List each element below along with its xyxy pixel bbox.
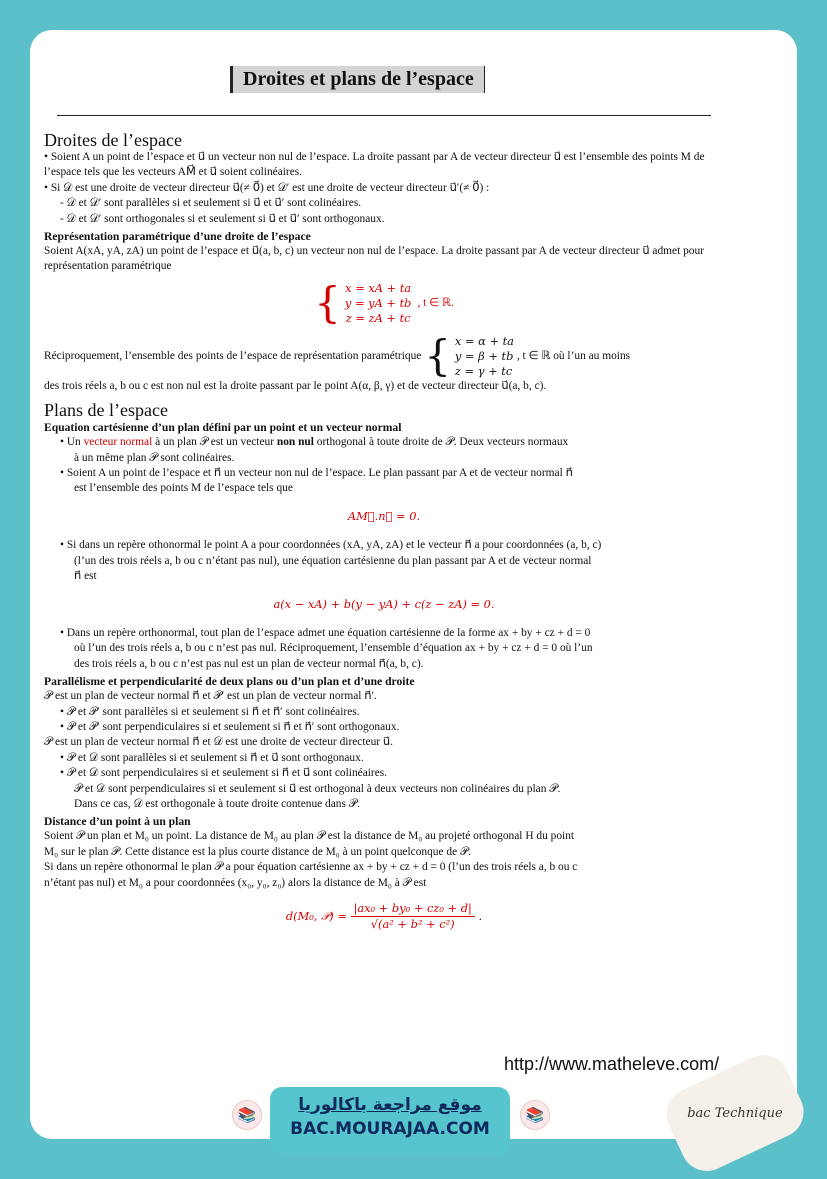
paragraph: 𝒫 est un plan de vecteur normal n⃗ et 𝒫′ est un plan de vecteur normal n⃗′. — [44, 690, 377, 703]
list-item-continuation: Dans ce cas, 𝒟 est orthogonale à toute droite contenue dans 𝒫. — [74, 797, 360, 810]
section-heading-droites: Droites de l’espace — [44, 130, 182, 150]
equation-line: z = zA + tc — [345, 310, 411, 325]
paragraph-text: Réciproquement, l’ensemble des points de l’espace de représentation paramétrique — [44, 349, 422, 362]
bold-term: non nul — [276, 436, 314, 449]
list-item-continuation: à un même plan 𝒫 sont colinéaires. — [74, 451, 235, 464]
brace-glyph: { — [424, 331, 451, 381]
list-item: • 𝒫 et 𝒟 sont parallèles si et seulement si n⃗ et u⃗ sont orthogonaux. — [60, 751, 364, 764]
list-item: • 𝒫 et 𝒫′ sont perpendiculaires si et seulement si n⃗ et n⃗′ sont orthogonaux. — [60, 720, 400, 733]
list-item: • 𝒫 et 𝒟 sont perpendiculaires si et seulement si n⃗ et u⃗ sont colinéaires. — [60, 767, 388, 780]
paragraph: Soient A(xA, yA, zA) un point de l’espace et u⃗(a, b, c) un vecteur non nul de l’espace. La droite passant par A de vecteur directeur u⃗ admet pour représentation paramétrique — [44, 245, 704, 273]
list-item: - 𝒟 et 𝒟′ sont orthogonales si et seulement si u⃗ et u⃗′ sont orthogonaux. — [60, 212, 385, 225]
paragraph: des trois réels a, b ou c est non nul est la droite passant par le point A(α, β, γ) et de vecteur directeur u⃗(a, b, c). — [44, 379, 547, 392]
book-logo-icon: 📚 — [520, 1100, 550, 1130]
text: à un plan 𝒫 est un vecteur — [152, 436, 277, 449]
section-heading-plans: Plans de l’espace — [44, 400, 168, 421]
list-item: - 𝒟 et 𝒟′ sont parallèles si et seulement si u⃗ et u⃗′ sont colinéaires. — [60, 197, 362, 210]
paragraph: Soient 𝒫 un plan et M₀ un point. La distance de M₀ au plan 𝒫 est la distance de M₀ au projeté orthogonal H du point — [44, 830, 575, 843]
list-item-continuation: (l’un des trois réels a, b ou c n’étant pas nul), une équation cartésienne du plan passant par A et de vecteur normal — [74, 554, 592, 567]
subsection-heading: Equation cartésienne d’un plan défini par un point et un vecteur normal — [44, 421, 402, 435]
list-item — [44, 435, 724, 450]
paragraph: Si dans un repère othonormal le plan 𝒫 a pour équation cartésienne ax + by + cz + d = 0 (l’un des trois réels a, b ou c — [44, 861, 578, 874]
subsection-heading: Distance d’un point à un plan — [44, 815, 191, 829]
source-url[interactable]: http://www.matheleve.com/ — [504, 1054, 720, 1074]
banner-arabic-text: موقع مراجعة باكالوريا — [298, 1095, 482, 1115]
equation-tail: , t ∈ ℝ. — [417, 296, 454, 309]
title-divider — [57, 115, 711, 116]
equation-line: y = β + tb — [454, 348, 514, 363]
equation-line: x = xA + ta — [345, 280, 412, 295]
list-item-continuation: où l’un des trois réels a, b ou c n’est pas nul. Réciproquement, l’ensemble d’équation ax + by + cz + d = 0 où l’un — [74, 642, 593, 655]
highlight-term: vecteur normal — [83, 436, 153, 449]
text: orthogonal à toute droite de 𝒫. Deux vecteurs normaux — [313, 436, 569, 449]
site-banner[interactable] — [270, 1087, 510, 1155]
list-item-continuation: des trois réels a, b ou c n’est pas nul est un plan de vecteur normal n⃗(a, b, c). — [74, 657, 424, 670]
equation-normal: AM⃗.n⃗ = 0. — [347, 508, 421, 523]
banner-site-name: BAC.MOURAJAA.COM — [290, 1119, 490, 1139]
subsection-heading: Parallélisme et perpendicularité de deux plans ou d’un plan et d’une droite — [44, 675, 415, 689]
book-logo-icon: 📚 — [232, 1100, 262, 1130]
fraction — [351, 901, 475, 933]
equation-line: x = α + ta — [454, 333, 514, 348]
equation-cartesian: a(x − xA) + b(y − yA) + c(z − zA) = 0. — [273, 596, 495, 611]
list-item: • Si dans un repère othonormal le point A a pour coordonnées (xA, yA, zA) et le vecteur n⃗ a pour coordonnées (a, b, c) — [60, 539, 602, 552]
paragraph: M₀ sur le plan 𝒫. Cette distance est la plus courte distance de M₀ à un point quelconque de 𝒫. — [44, 845, 472, 858]
equation-line: z = γ + tc — [454, 363, 513, 378]
list-item-continuation: n⃗ est — [74, 570, 97, 583]
paragraph-text: , t ∈ ℝ où l’un au moins — [516, 349, 631, 362]
subsection-heading: Représentation paramétrique d’une droite de l’espace — [44, 230, 311, 244]
brace-glyph: { — [314, 278, 341, 328]
fraction-numerator: |ax₀ + by₀ + cz₀ + d| — [351, 901, 475, 917]
text: • Un — [60, 436, 84, 449]
equation-line: y = yA + tb — [344, 295, 412, 310]
page-title: Droites et plans de l’espace — [230, 66, 485, 93]
list-item: • Soient A un point de l’espace et n⃗ un vecteur non nul de l’espace. Le plan passant par A et de vecteur normal n⃗ — [60, 467, 573, 480]
equation-dot: . — [478, 908, 483, 923]
equation-left: d(M₀, 𝒫) = — [285, 908, 347, 923]
fraction-denominator: √(a² + b² + c²) — [370, 917, 455, 932]
paragraph: n’étant pas nul) et M₀ a pour coordonnées (x₀, y₀, z₀) alors la distance de M₀ à 𝒫 est — [44, 876, 427, 889]
paragraph: 𝒫 est un plan de vecteur normal n⃗ et 𝒟 est une droite de vecteur directeur u⃗. — [44, 736, 393, 749]
equation-distance — [44, 901, 724, 933]
document-content — [44, 130, 724, 933]
list-item: • Dans un repère orthonormal, tout plan de l’espace admet une équation cartésienne de la forme ax + by + cz + d = 0 — [60, 626, 591, 639]
parametric-system — [44, 278, 724, 328]
paragraph: • Si 𝒟 est une droite de vecteur directeur u⃗(≠ 0⃗) et 𝒟′ est une droite de vecteur directeur u⃗′(≠ 0⃗) : — [44, 181, 490, 194]
reciprocal-paragraph — [44, 331, 724, 381]
list-item-continuation: 𝒫 et 𝒟 sont perpendiculaires si et seulement si u⃗ est orthogonal à deux vecteurs non colinéaires du plan 𝒫. — [74, 782, 561, 795]
stamp-text: bac Technique — [687, 1105, 783, 1121]
list-item: • 𝒫 et 𝒫′ sont parallèles si et seulement si n⃗ et n⃗′ sont colinéaires. — [60, 705, 360, 718]
list-item-continuation: est l’ensemble des points M de l’espace tels que — [74, 482, 293, 495]
paragraph: • Soient A un point de l’espace et u⃗ un vecteur non nul de l’espace. La droite passant par A de vecteur directeur u⃗ est l’ensemble des points M de l’espace tels que les vecteurs AM⃗ et u⃗ soient colinéaires. — [44, 151, 705, 179]
